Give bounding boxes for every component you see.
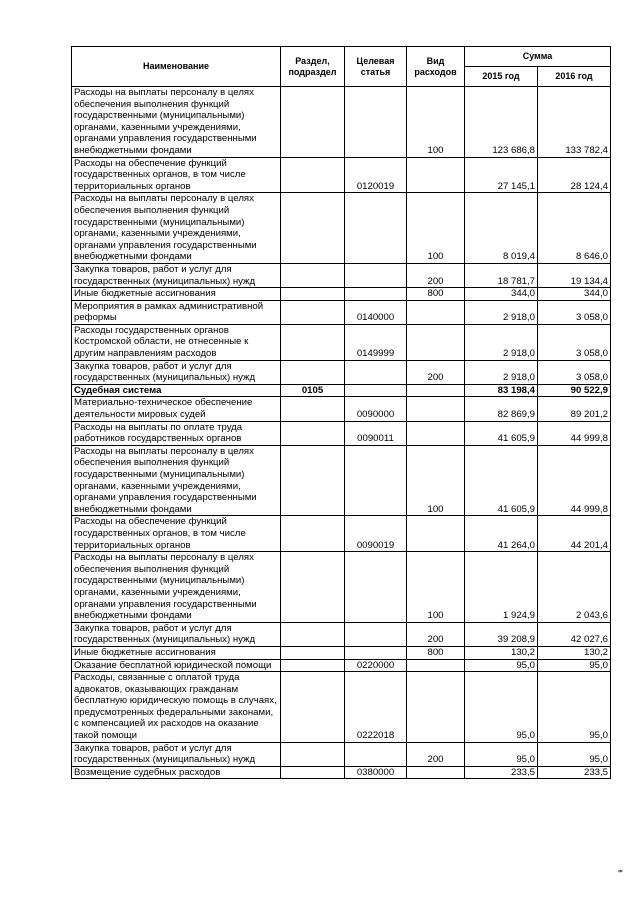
table-row: [72, 552, 611, 623]
row-target: [345, 360, 407, 384]
table-row: [72, 646, 611, 659]
row-sum-2015: 27 145,1: [465, 157, 538, 193]
table-row: [72, 157, 611, 193]
row-target: [345, 622, 407, 646]
row-kind: [407, 384, 465, 397]
row-target: [345, 445, 407, 516]
row-kind: [407, 157, 465, 193]
table-row: [72, 445, 611, 516]
row-sum-2015: 95,0: [465, 672, 538, 743]
row-target: [345, 87, 407, 158]
row-name: Иные бюджетные ассигнования: [72, 288, 281, 301]
row-section: [281, 397, 345, 421]
row-name: Расходы на выплаты по оплате труда работников государственных органов: [72, 421, 281, 445]
row-sum-2015: 2 918,0: [465, 360, 538, 384]
row-name: Закупка товаров, работ и услуг для государственных (муниципальных) нужд: [72, 622, 281, 646]
row-kind: 100: [407, 552, 465, 623]
header-name: Наименование: [72, 47, 281, 87]
row-kind: 100: [407, 445, 465, 516]
row-target: 0222018: [345, 672, 407, 743]
row-section: [281, 193, 345, 264]
row-sum-2016: 19 134,4: [538, 263, 611, 287]
table-row: [72, 324, 611, 360]
table-body: [72, 87, 611, 779]
row-name: Расходы на выплаты персоналу в целях обеспечения выполнения функций государственными (муниципальными) органами, казенными учреждениями, органами управления государственными внебюджетными фондами: [72, 445, 281, 516]
row-sum-2015: 41 605,9: [465, 445, 538, 516]
row-section: 0105: [281, 384, 345, 397]
row-kind: [407, 766, 465, 779]
row-sum-2016: 90 522,9: [538, 384, 611, 397]
table-row: [72, 263, 611, 287]
row-target: [345, 552, 407, 623]
row-sum-2015: 344,0: [465, 288, 538, 301]
row-sum-2015: 1 924,9: [465, 552, 538, 623]
row-sum-2016: 28 124,4: [538, 157, 611, 193]
row-kind: 200: [407, 360, 465, 384]
header-section: Раздел, подраздел: [281, 47, 345, 87]
page-mark: ‴: [618, 869, 622, 880]
table-row: [72, 742, 611, 766]
row-kind: 100: [407, 193, 465, 264]
row-sum-2015: 2 918,0: [465, 300, 538, 324]
header-target: Целевая статья: [345, 47, 407, 87]
row-sum-2015: 123 686,8: [465, 87, 538, 158]
row-sum-2015: 233,5: [465, 766, 538, 779]
row-section: [281, 288, 345, 301]
row-name: Судебная система: [72, 384, 281, 397]
row-sum-2015: 39 208,9: [465, 622, 538, 646]
row-target: [345, 742, 407, 766]
row-sum-2016: 44 999,8: [538, 445, 611, 516]
table-row: [72, 622, 611, 646]
row-target: 0380000: [345, 766, 407, 779]
row-sum-2016: 3 058,0: [538, 300, 611, 324]
row-sum-2016: 95,0: [538, 742, 611, 766]
row-sum-2016: 133 782,4: [538, 87, 611, 158]
row-target: 0090011: [345, 421, 407, 445]
row-sum-2015: 41 605,9: [465, 421, 538, 445]
table-row: [72, 421, 611, 445]
row-name: Мероприятия в рамках административной реформы: [72, 300, 281, 324]
table-row: [72, 87, 611, 158]
row-section: [281, 646, 345, 659]
row-section: [281, 622, 345, 646]
row-section: [281, 157, 345, 193]
row-sum-2016: 95,0: [538, 672, 611, 743]
row-section: [281, 87, 345, 158]
row-target: 0220000: [345, 659, 407, 672]
row-kind: [407, 672, 465, 743]
row-target: [345, 288, 407, 301]
row-sum-2015: 95,0: [465, 659, 538, 672]
row-section: [281, 445, 345, 516]
row-kind: 800: [407, 288, 465, 301]
row-name: Расходы, связанные с оплатой труда адвокатов, оказывающих гражданам бесплатную юридическую помощь в случаях, предусмотренных федеральными законами, с компенсацией их расходов на оказание такой помощи: [72, 672, 281, 743]
row-sum-2015: 82 869,9: [465, 397, 538, 421]
row-section: [281, 552, 345, 623]
row-kind: 800: [407, 646, 465, 659]
row-target: [345, 646, 407, 659]
row-target: 0149999: [345, 324, 407, 360]
row-sum-2015: 18 781,7: [465, 263, 538, 287]
row-kind: [407, 516, 465, 552]
row-kind: [407, 659, 465, 672]
row-name: Расходы на выплаты персоналу в целях обеспечения выполнения функций государственными (муниципальными) органами, казенными учреждениями, органами управления государственными внебюджетными фондами: [72, 552, 281, 623]
row-sum-2016: 95,0: [538, 659, 611, 672]
row-name: Оказание бесплатной юридической помощи: [72, 659, 281, 672]
row-target: 0120019: [345, 157, 407, 193]
row-sum-2015: 2 918,0: [465, 324, 538, 360]
header-kind: Вид расходов: [407, 47, 465, 87]
row-kind: [407, 300, 465, 324]
row-target: 0140000: [345, 300, 407, 324]
row-sum-2016: 8 646,0: [538, 193, 611, 264]
row-kind: 200: [407, 742, 465, 766]
row-sum-2016: 130,2: [538, 646, 611, 659]
row-sum-2016: 44 999,8: [538, 421, 611, 445]
table-row: [72, 672, 611, 743]
table-row: [72, 300, 611, 324]
row-target: 0090019: [345, 516, 407, 552]
row-target: [345, 384, 407, 397]
table-row: [72, 397, 611, 421]
budget-table: [71, 46, 611, 779]
row-kind: [407, 397, 465, 421]
row-section: [281, 766, 345, 779]
row-name: Расходы на выплаты персоналу в целях обеспечения выполнения функций государственными (муниципальными) органами, казенными учреждениями, органами управления государственными внебюджетными фондами: [72, 193, 281, 264]
row-name: Расходы на обеспечение функций государственных органов, в том числе территориальных органов: [72, 516, 281, 552]
row-name: Закупка товаров, работ и услуг для государственных (муниципальных) нужд: [72, 742, 281, 766]
row-sum-2016: 3 058,0: [538, 324, 611, 360]
table-row: [72, 288, 611, 301]
table-row: [72, 384, 611, 397]
row-target: [345, 193, 407, 264]
row-sum-2016: 44 201,4: [538, 516, 611, 552]
row-sum-2016: 42 027,6: [538, 622, 611, 646]
row-section: [281, 672, 345, 743]
row-sum-2016: 2 043,6: [538, 552, 611, 623]
row-target: [345, 263, 407, 287]
row-kind: 100: [407, 87, 465, 158]
row-section: [281, 300, 345, 324]
row-sum-2015: 130,2: [465, 646, 538, 659]
row-name: Закупка товаров, работ и услуг для государственных (муниципальных) нужд: [72, 263, 281, 287]
row-kind: 200: [407, 622, 465, 646]
row-section: [281, 742, 345, 766]
table-header: [72, 47, 611, 87]
row-sum-2016: 233,5: [538, 766, 611, 779]
row-kind: [407, 421, 465, 445]
row-name: Закупка товаров, работ и услуг для государственных (муниципальных) нужд: [72, 360, 281, 384]
table-row: [72, 766, 611, 779]
row-section: [281, 659, 345, 672]
table-row: [72, 193, 611, 264]
row-sum-2015: 41 264,0: [465, 516, 538, 552]
row-kind: [407, 324, 465, 360]
table-row: [72, 659, 611, 672]
row-sum-2016: 3 058,0: [538, 360, 611, 384]
header-sum: Сумма: [465, 47, 611, 67]
row-name: Материально-техническое обеспечение деятельности мировых судей: [72, 397, 281, 421]
row-name: Расходы на выплаты персоналу в целях обеспечения выполнения функций государственными (муниципальными) органами, казенными учреждениями, органами управления государственными внебюджетными фондами: [72, 87, 281, 158]
row-target: 0090000: [345, 397, 407, 421]
row-section: [281, 324, 345, 360]
row-name: Расходы государственных органов Костромской области, не отнесенные к другим направлениям расходов: [72, 324, 281, 360]
row-section: [281, 360, 345, 384]
row-section: [281, 263, 345, 287]
row-name: Расходы на обеспечение функций государственных органов, в том числе территориальных органов: [72, 157, 281, 193]
row-sum-2015: 8 019,4: [465, 193, 538, 264]
row-sum-2016: 344,0: [538, 288, 611, 301]
row-sum-2015: 83 198,4: [465, 384, 538, 397]
row-sum-2016: 89 201,2: [538, 397, 611, 421]
table-row: [72, 360, 611, 384]
row-section: [281, 421, 345, 445]
row-sum-2015: 95,0: [465, 742, 538, 766]
row-name: Возмещение судебных расходов: [72, 766, 281, 779]
row-section: [281, 516, 345, 552]
row-name: Иные бюджетные ассигнования: [72, 646, 281, 659]
header-year-2015: 2015 год: [465, 67, 538, 87]
row-kind: 200: [407, 263, 465, 287]
table-row: [72, 516, 611, 552]
header-year-2016: 2016 год: [538, 67, 611, 87]
